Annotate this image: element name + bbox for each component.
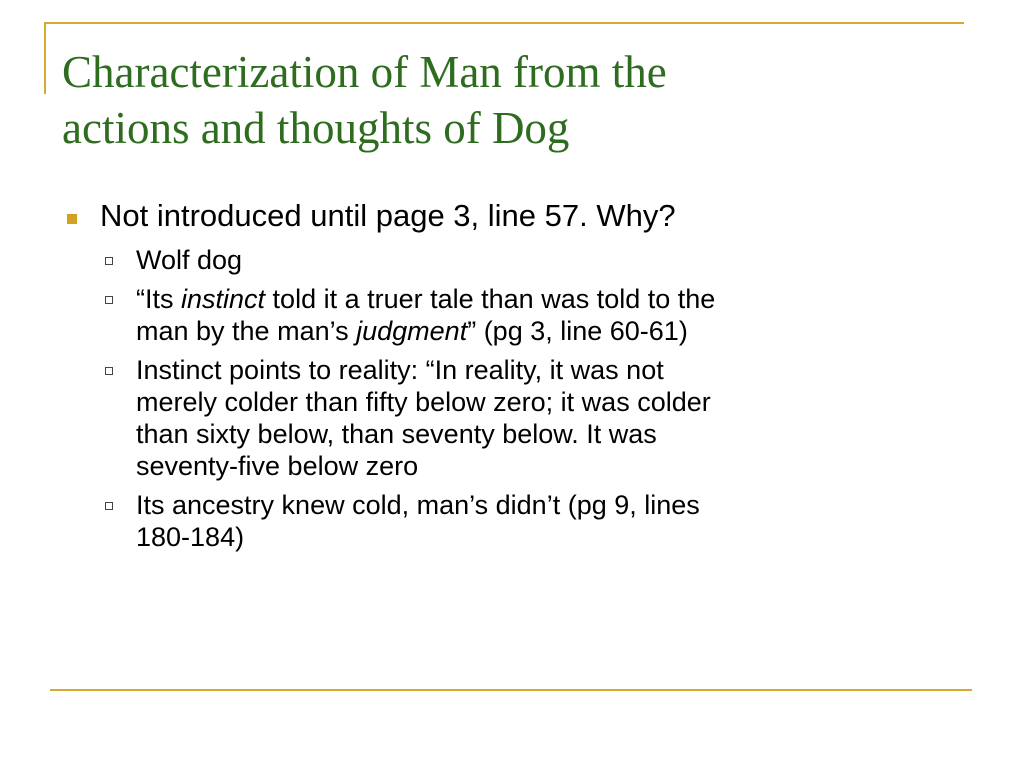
slide-title-line-1: Characterization of Man from the xyxy=(62,47,667,97)
bottom-rule xyxy=(50,689,972,691)
quote-citation-text: ” (pg 3, line 60-61) xyxy=(467,316,688,346)
sub-bullet-instinct-reality xyxy=(62,354,962,482)
slide-title-line-2: actions and thoughts of Dog xyxy=(62,103,570,153)
quote-line2-start-text: man by the man’s xyxy=(136,316,357,346)
sub-bullet-line-4: seventy-five below zero xyxy=(136,451,419,481)
slide-body xyxy=(62,196,962,560)
sub-bullet-line-2: 180-184) xyxy=(136,522,245,552)
sub-bullet-text: Wolf dog xyxy=(136,245,243,275)
sub-bullet-line-1: Instinct points to reality: “In reality, it was not xyxy=(136,355,664,385)
sub-bullet-line-2 xyxy=(136,315,962,347)
main-bullet xyxy=(62,196,962,236)
sub-bullet-line-3: than sixty below, than seventy below. It was xyxy=(136,419,657,449)
top-rule xyxy=(44,22,964,24)
filled-square-bullet-icon xyxy=(67,214,77,224)
instinct-emphasis: instinct xyxy=(181,284,266,314)
sub-bullet-wolf-dog xyxy=(62,244,962,276)
quote-open-text: “Its xyxy=(136,284,181,314)
judgment-emphasis: judgment xyxy=(356,316,468,346)
hollow-square-bullet-icon xyxy=(105,502,113,510)
slide-title xyxy=(62,44,962,156)
left-rule xyxy=(44,22,46,94)
sub-bullet-instinct-quote xyxy=(62,283,962,347)
main-bullet-text: Not introduced until page 3, line 57. Why? xyxy=(100,198,676,233)
sub-bullet-line-1 xyxy=(136,283,962,315)
hollow-square-bullet-icon xyxy=(105,367,113,375)
sub-bullet-line-2: merely colder than fifty below zero; it was colder xyxy=(136,387,711,417)
sub-bullet-line-1: Its ancestry knew cold, man’s didn’t (pg 9, lines xyxy=(136,490,700,520)
hollow-square-bullet-icon xyxy=(105,257,113,265)
quote-mid-text: told it a truer tale than was told to the xyxy=(265,284,716,314)
sub-bullet-list xyxy=(62,244,962,553)
sub-bullet-ancestry xyxy=(62,489,962,553)
hollow-square-bullet-icon xyxy=(105,296,113,304)
